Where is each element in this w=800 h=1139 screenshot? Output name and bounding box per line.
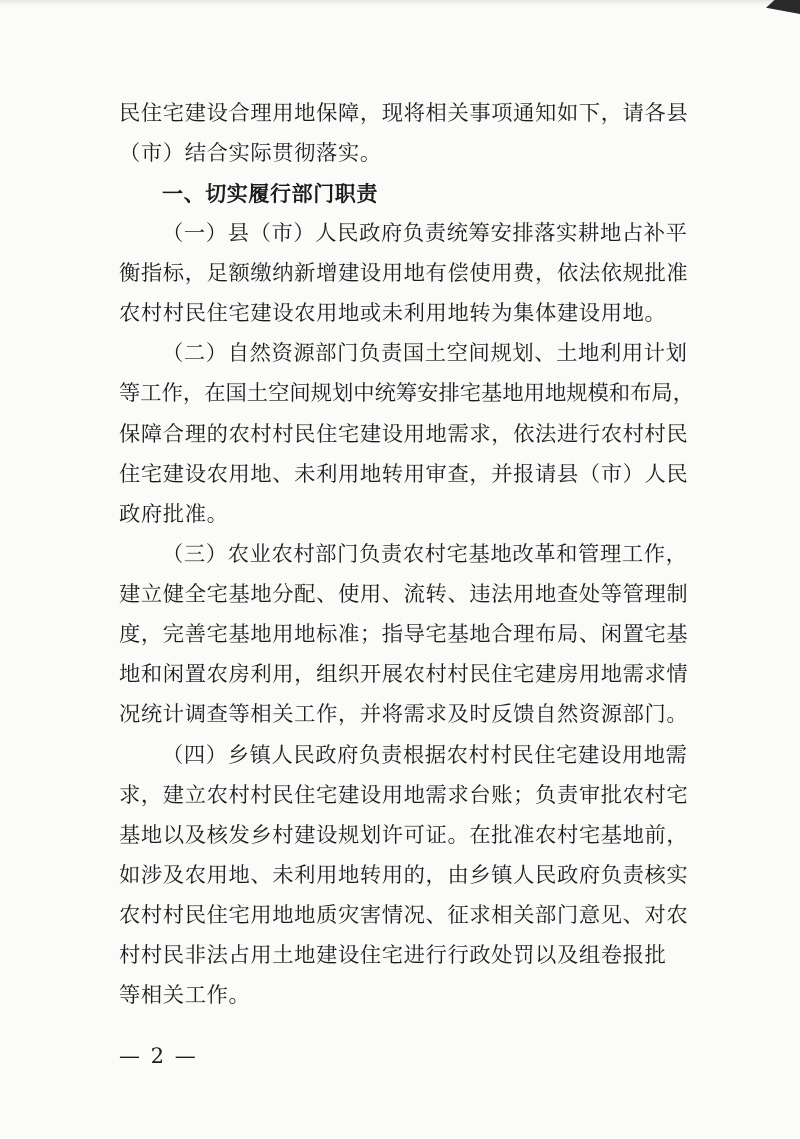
body-line: （一）县（市）人民政府负责统筹安排落实耕地占补平 bbox=[162, 221, 688, 246]
body-line: 等相关工作。 bbox=[119, 983, 251, 1008]
body-line: 地和闲置农房利用，组织开展农村村民住宅建房用地需求情 bbox=[119, 662, 689, 687]
section-heading: 一、切实履行部门职责 bbox=[162, 182, 378, 206]
body-line: 衡指标，足额缴纳新增建设用地有偿使用费，依法依规批准 bbox=[119, 261, 689, 286]
body-line: 等工作，在国土空间规划中统筹安排宅基地用地规模和布局， bbox=[119, 381, 695, 406]
body-line: 农村村民住宅建设农用地或未利用地转为集体建设用地。 bbox=[119, 301, 667, 326]
page-number: — 2 — bbox=[119, 1044, 198, 1068]
body-line: （三）农业农村部门负责农村宅基地改革和管理工作， bbox=[162, 542, 688, 567]
body-line: 度，完善宅基地用地标准；指导宅基地合理布局、闲置宅基 bbox=[119, 622, 689, 647]
body-line: 农村村民住宅用地地质灾害情况、征求相关部门意见、对农 bbox=[119, 903, 689, 928]
body-line: （四）乡镇人民政府负责根据农村村民住宅建设用地需 bbox=[162, 743, 688, 768]
body-line: 住宅建设农用地、未利用地转用审查，并报请县（市）人民 bbox=[119, 462, 689, 487]
body-line: 民住宅建设合理用地保障，现将相关事项通知如下，请各县 bbox=[119, 101, 689, 126]
body-line: （二）自然资源部门负责国土空间规划、土地利用计划 bbox=[162, 341, 688, 366]
body-line: 保障合理的农村村民住宅建设用地需求，依法进行农村村民 bbox=[119, 422, 689, 447]
body-line: 政府批准。 bbox=[119, 502, 229, 527]
body-line: 求，建立农村村民住宅建设用地需求台账；负责审批农村宅 bbox=[119, 783, 689, 808]
body-line: 村村民非法占用土地建设住宅进行行政处罚以及组卷报批 bbox=[119, 943, 667, 968]
body-line: 况统计调查等相关工作，并将需求及时反馈自然资源部门。 bbox=[119, 702, 689, 727]
body-line: 如涉及农用地、未利用地转用的，由乡镇人民政府负责核实 bbox=[119, 863, 689, 888]
body-line: 建立健全宅基地分配、使用、流转、违法用地查处等管理制 bbox=[119, 582, 689, 607]
body-line: 基地以及核发乡村建设规划许可证。在批准农村宅基地前， bbox=[119, 823, 689, 848]
body-line: （市）结合实际贯彻落实。 bbox=[119, 141, 382, 166]
